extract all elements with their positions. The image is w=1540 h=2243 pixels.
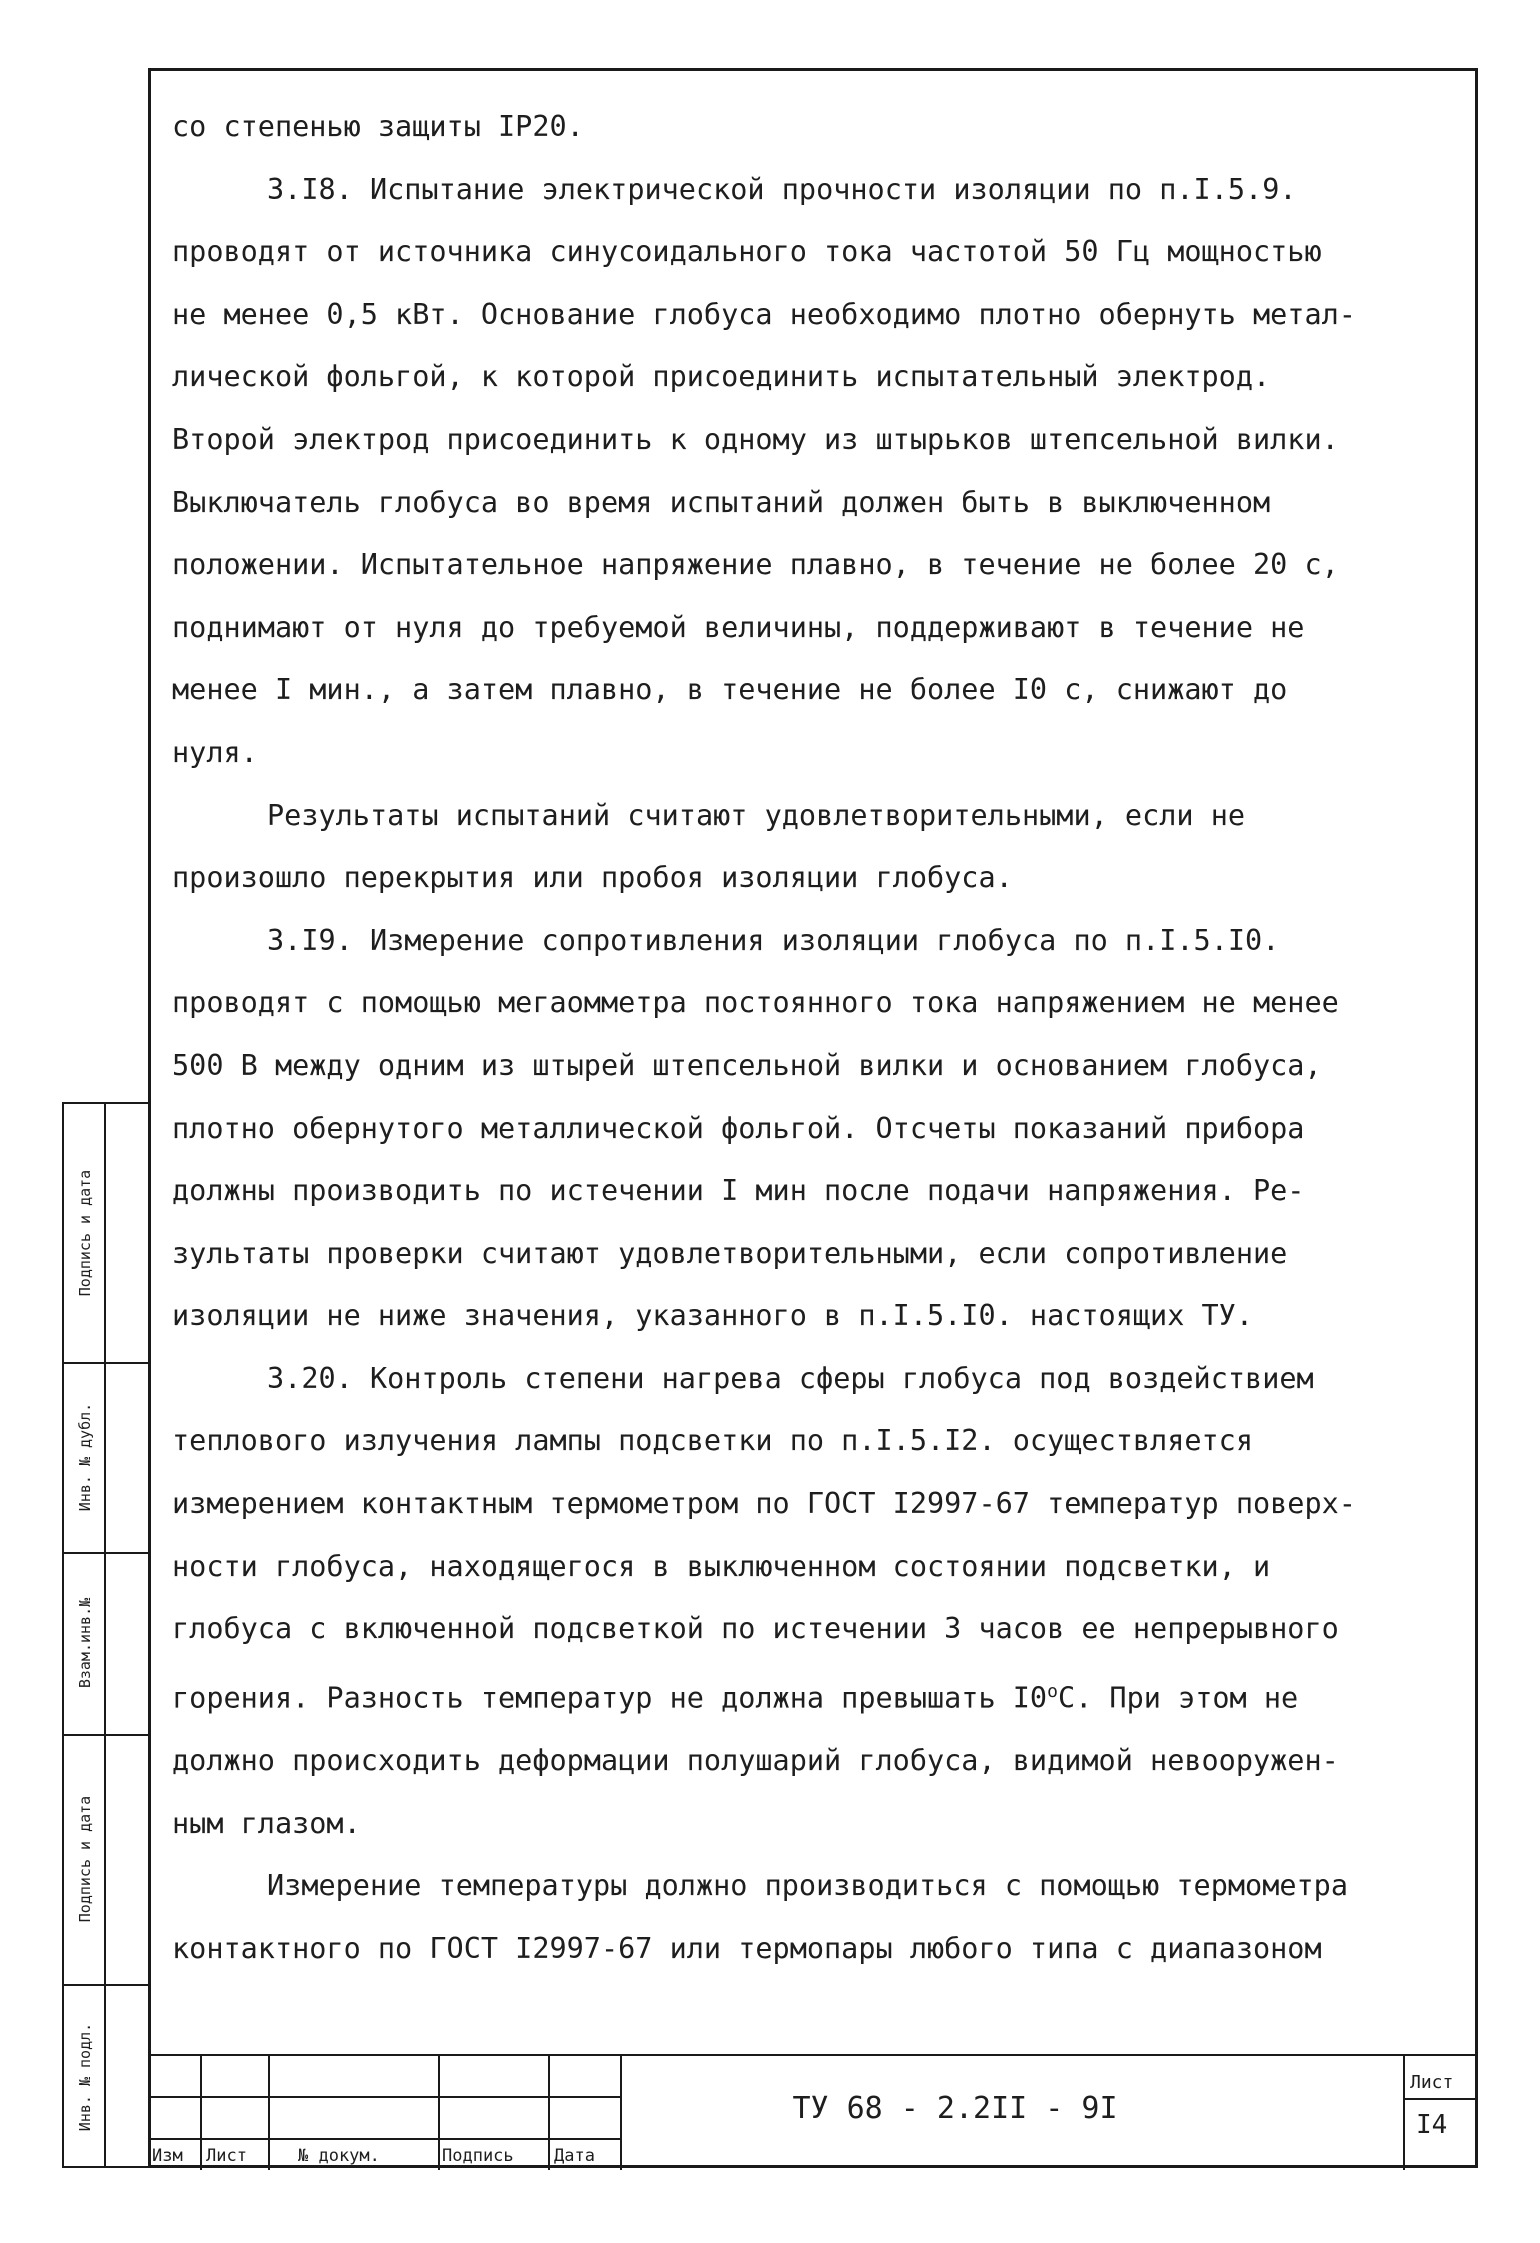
text-line: Выключатель глобуса во время испытаний должен быть в выключенном <box>172 485 1271 519</box>
margin-label <box>66 1734 104 1984</box>
margin-label <box>66 1362 104 1552</box>
section-heading: 3.20. Контроль степени нагрева сферы глобуса под воздействием <box>267 1361 1314 1395</box>
text-line: менее I мин., а затем плавно, в течение не более I0 с, снижают до <box>172 673 1288 707</box>
text-line: со степенью защиты IP20. <box>172 110 584 143</box>
text-line: контактного по ГОСТ I2997-67 или термопары любого типа с диапазоном <box>172 1931 1322 1965</box>
text-line: ным глазом. <box>172 1806 361 1840</box>
degree-sign: о <box>1047 1680 1058 1702</box>
text-line: Второй электрод присоединить к одному из штырьков штепсельной вилки. <box>172 422 1339 456</box>
text-line: произошло перекрытия или пробоя изоляции глобуса. <box>172 861 1013 895</box>
text-line: проводят с помощью мегаомметра постоянного тока напряжением не менее <box>172 986 1339 1020</box>
text-line: должны производить по истечении I мин после подачи напряжения. Ре- <box>172 1174 1305 1208</box>
section-heading: 3.I8. Испытание электрической прочности изоляции по п.I.5.9. <box>267 172 1297 206</box>
margin-label-text: Инв. № дубл. <box>76 1402 94 1512</box>
document-code: ТУ 68 - 2.2II - 9I <box>792 2090 1118 2126</box>
text-line: глобуса с включенной подсветкой по истечении 3 часов ее непрерывного <box>172 1612 1339 1646</box>
text-line: 500 В между одним из штырей штепсельной вилки и основанием глобуса, <box>172 1048 1322 1082</box>
column-label: Дата <box>554 2146 595 2166</box>
margin-label-text: Подпись и дата <box>76 1795 94 1923</box>
margin-label <box>66 1552 104 1734</box>
text-line <box>172 1661 1472 1730</box>
text-line: поднимают от нуля до требуемой величины, поддерживают в течение не <box>172 610 1305 644</box>
margin-label-text: Подпись и дата <box>76 1169 94 1297</box>
column-label: Подпись <box>442 2146 514 2166</box>
title-block-divider <box>438 2056 440 2170</box>
text-line: изоляции не ниже значения, указанного в п.I.5.I0. настоящих ТУ. <box>172 1299 1253 1333</box>
margin-label <box>66 1984 104 2170</box>
sheet-number: I4 <box>1416 2110 1448 2140</box>
title-block-divider <box>1403 2056 1405 2170</box>
text-line: положении. Испытательное напряжение плавно, в течение не более 20 с, <box>172 548 1339 582</box>
text-line: измерением контактным термометром по ГОСТ I2997-67 температур поверх- <box>172 1487 1356 1521</box>
text-line: не менее 0,5 кВт. Основание глобуса необходимо плотно обернуть метал- <box>172 297 1356 331</box>
text-line: лической фольгой, к которой присоединить испытательный электрод. <box>172 360 1271 394</box>
margin-stamp-strip <box>62 1102 148 2168</box>
column-label: № докум. <box>298 2146 380 2166</box>
section-heading: 3.I9. Измерение сопротивления изоляции глобуса по п.I.5.I0. <box>267 923 1280 957</box>
document-body <box>172 96 1472 1980</box>
title-block-divider <box>620 2056 622 2170</box>
column-label: Изм <box>152 2146 183 2166</box>
margin-label-text: Инв. № подл. <box>76 2022 94 2132</box>
title-block-divider <box>548 2056 550 2170</box>
column-label: Лист <box>206 2146 247 2166</box>
text-line: теплового излучения лампы подсветки по п.I.5.I2. осуществляется <box>172 1424 1253 1458</box>
text-line: должно происходить деформации полушарий глобуса, видимой невооружен- <box>172 1743 1339 1777</box>
sheet-label: Лист <box>1410 2072 1454 2093</box>
title-block-divider <box>200 2056 202 2170</box>
text-fragment: С. При этом не <box>1057 1681 1299 1715</box>
margin-label <box>66 1104 104 1362</box>
text-fragment: горения. Разность температур не должна превышать I0 <box>172 1681 1048 1715</box>
text-line: проводят от источника синусоидального тока частотой 50 Гц мощностью <box>172 235 1322 269</box>
title-block-rule <box>1403 2098 1478 2100</box>
text-line: Результаты испытаний считают удовлетворительными, если не <box>267 798 1246 832</box>
text-line: нуля. <box>172 735 258 769</box>
margin-label-text: Взам.инв.№ <box>76 1597 94 1689</box>
title-block-divider <box>268 2056 270 2170</box>
strip-divider <box>104 1104 106 2166</box>
text-line: ности глобуса, находящегося в выключенном состоянии подсветки, и <box>172 1549 1271 1583</box>
text-line: плотно обернутого металлической фольгой. Отсчеты показаний прибора <box>172 1111 1305 1145</box>
text-line: Измерение температуры должно производиться с помощью термометра <box>267 1869 1348 1903</box>
text-line: зультаты проверки считают удовлетворительными, если сопротивление <box>172 1236 1288 1270</box>
